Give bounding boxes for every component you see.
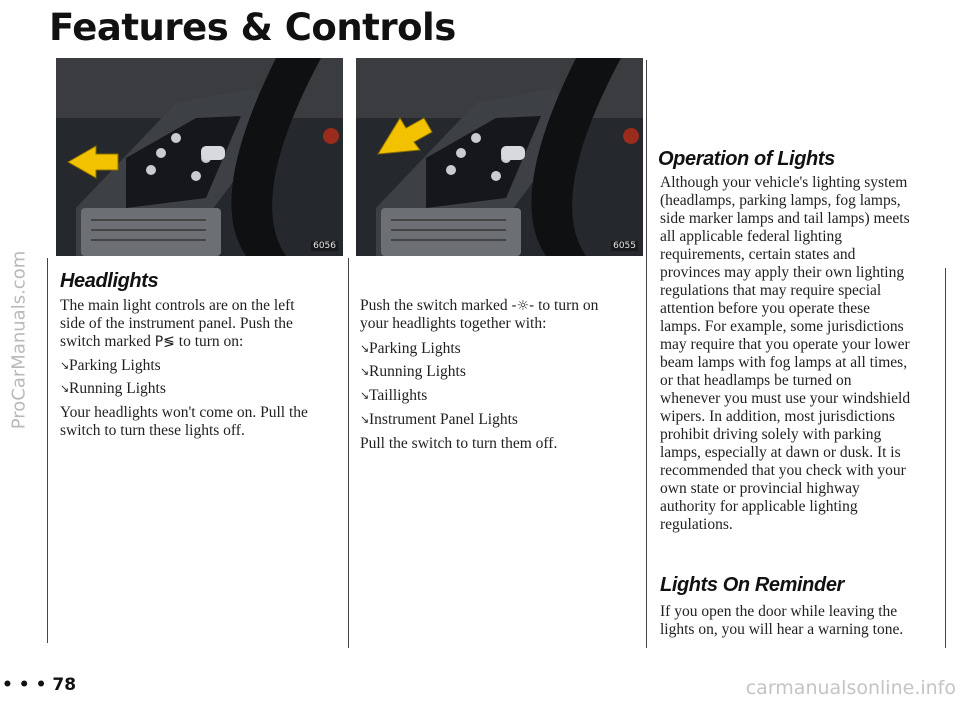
bullet-icon: ↘ [360, 414, 370, 426]
operation-line: whenever you must use your windshield [660, 390, 911, 407]
operation-line: Although your vehicle's lighting system [660, 174, 908, 191]
headlamp-symbol-icon: -☼- [511, 298, 535, 314]
operation-line: provinces may apply their own lighting [660, 264, 905, 281]
operation-line: side marker lamps and tail lamps) meets [660, 210, 910, 227]
list-item-label: Taillights [369, 387, 428, 404]
headlights-outro-line: switch to turn these lights off. [60, 422, 245, 439]
operation-line: or that headlamps be turned on [660, 372, 852, 389]
photo-light-switch-left [56, 58, 343, 256]
operation-line: (headlamps, parking lamps, fog lamps, [660, 192, 901, 209]
operation-line: lamps. For example, some jurisdictions [660, 318, 904, 335]
dashboard-illustration [56, 58, 343, 256]
lead-text: to turn on [538, 297, 599, 314]
operation-line: attention before you operate these [660, 300, 871, 317]
bullet-icon: ↘ [360, 343, 370, 355]
photo-code: 6056 [313, 241, 336, 251]
middle-lead-line: your headlights together with: [360, 315, 547, 332]
list-item-label: Parking Lights [69, 357, 161, 374]
headlights-intro-line: side of the instrument panel. Push the [60, 315, 293, 332]
lead-text: Push the switch marked [360, 297, 508, 314]
column-rule-far-right [945, 268, 946, 648]
list-item [360, 363, 466, 381]
operation-line: lamps, especially at dawn or dusk. It is [660, 444, 901, 461]
folio-dots: • • • [2, 675, 47, 695]
operation-line: regulations. [660, 516, 733, 533]
column-rule-right [646, 60, 647, 648]
middle-outro-line: Pull the switch to turn them off. [360, 435, 558, 452]
headlights-heading: Headlights [60, 270, 159, 292]
operation-line: may require that you operate your lower [660, 336, 910, 353]
list-item [360, 411, 518, 429]
parking-lamp-symbol-icon: P≶ [154, 334, 175, 350]
page-header: Features & Controls [49, 6, 456, 49]
middle-lead-line [360, 297, 598, 315]
bullet-icon: ↘ [360, 366, 370, 378]
operation-line: beam lamps with fog lamps at all times, [660, 354, 908, 371]
list-item-label: Running Lights [69, 380, 166, 397]
operation-line: requirements, certain states and [660, 246, 856, 263]
dashboard-illustration [356, 58, 643, 256]
reminder-line: If you open the door while leaving the [660, 603, 898, 620]
photo-light-switch-right [356, 58, 643, 256]
list-item [360, 387, 427, 405]
operation-line: recommended that you check with your [660, 462, 906, 479]
list-item-label: Running Lights [369, 363, 466, 380]
bottom-watermark: carmanualsonline.info [745, 677, 956, 699]
column-rule-left [47, 258, 48, 643]
bullet-icon: ↘ [60, 360, 70, 372]
operation-line: own state or provincial highway [660, 480, 860, 497]
operation-line: wipers. In addition, most jurisdictions [660, 408, 896, 425]
photo-code: 6055 [613, 241, 636, 251]
headlights-intro-line [60, 333, 243, 351]
operation-line: regulations that may require special [660, 282, 882, 299]
headlights-intro-line: The main light controls are on the left [60, 297, 295, 314]
reminder-heading: Lights On Reminder [660, 574, 844, 596]
operation-line: authority for applicable lighting [660, 498, 858, 515]
side-watermark-text: ProCarManuals.com [8, 250, 30, 430]
page-number-value: 78 [52, 675, 77, 695]
intro-text: switch marked [60, 333, 151, 350]
reminder-line: lights on, you will hear a warning tone. [660, 621, 904, 638]
operation-line: prohibit driving solely with parking [660, 426, 882, 443]
side-watermark [2, 150, 36, 530]
bullet-icon: ↘ [60, 383, 70, 395]
list-item [360, 340, 461, 358]
operation-line: all applicable federal lighting [660, 228, 843, 245]
intro-text: to turn on: [178, 333, 244, 350]
list-item-label: Parking Lights [369, 340, 461, 357]
list-item-label: Instrument Panel Lights [369, 411, 518, 428]
list-item [60, 380, 166, 398]
headlights-outro-line: Your headlights won't come on. Pull the [60, 404, 308, 421]
column-rule-middle [348, 258, 349, 648]
list-item [60, 357, 161, 375]
page-number [2, 675, 76, 695]
bullet-icon: ↘ [360, 390, 370, 402]
operation-heading: Operation of Lights [658, 148, 835, 170]
